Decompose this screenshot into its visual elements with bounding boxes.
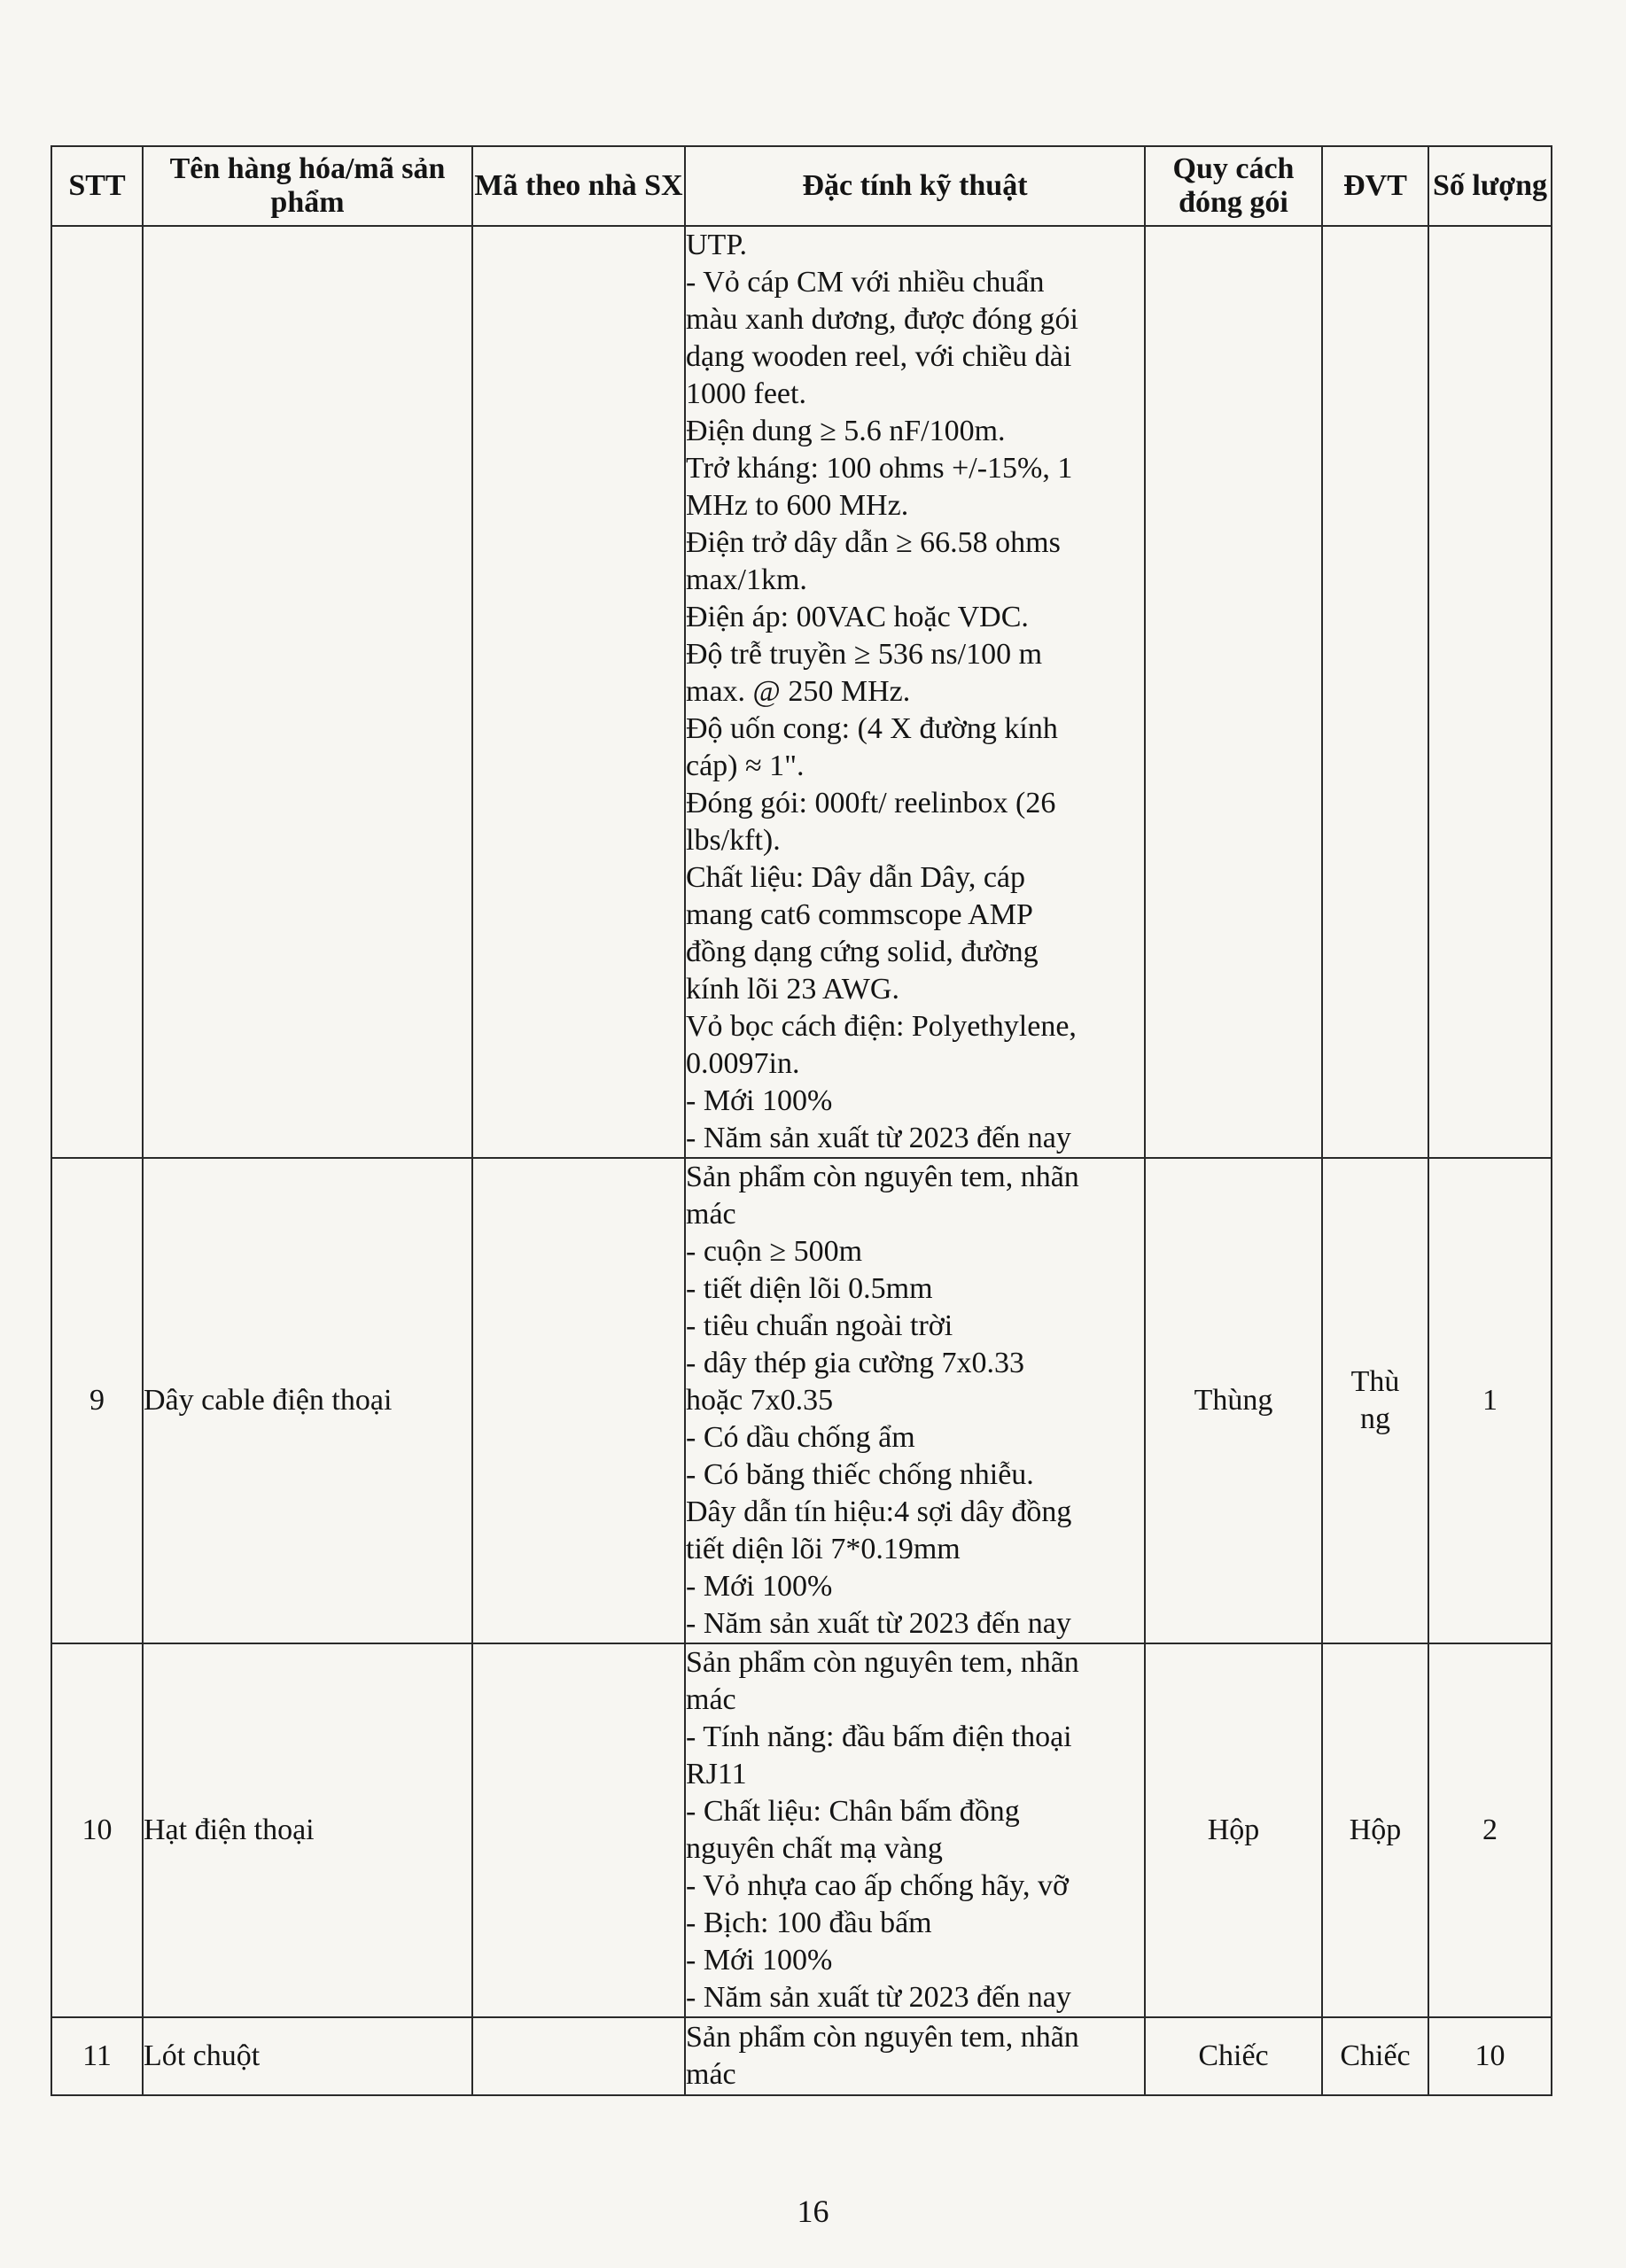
row-stt: 11: [51, 2017, 143, 2095]
table-row: [51, 226, 1552, 1158]
row-name: Lót chuột: [143, 2017, 472, 2095]
spec-line: - tiêu chuẩn ngoài trời: [686, 1309, 953, 1342]
spec-line: max/1km.: [686, 563, 807, 596]
row-packing: Thùng: [1145, 1158, 1322, 1643]
row-qty: [1428, 226, 1552, 1158]
spec-line: Điện trở dây dẫn ≥ 66.58 ohms: [686, 526, 1061, 559]
spec-line: - Vỏ nhựa cao ấp chống hãy, vỡ: [686, 1869, 1070, 1902]
spec-line: Dây dẫn tín hiệu:4 sợi dây đồng: [686, 1495, 1072, 1528]
spec-line: mang cat6 commscope AMP: [686, 898, 1033, 931]
row-spec: [685, 1158, 1145, 1643]
spec-line: - Chất liệu: Chân bấm đồng: [686, 1795, 1020, 1828]
header-packing: Quy cách đóng gói: [1145, 146, 1322, 226]
spec-line: UTP.: [686, 229, 747, 261]
spec-line: dạng wooden reel, với chiều dài: [686, 340, 1072, 373]
spec-line: Sản phẩm còn nguyên tem, nhãn: [686, 1161, 1079, 1193]
table-header-row: [51, 146, 1552, 226]
row-packing: [1145, 226, 1322, 1158]
row-spec: [685, 1643, 1145, 2017]
header-name: Tên hàng hóa/mã sản phẩm: [143, 146, 472, 226]
spec-line: - Mới 100%: [686, 1084, 833, 1117]
spec-line: Chất liệu: Dây dẫn Dây, cáp: [686, 861, 1025, 894]
spec-line: Độ trễ truyền ≥ 536 ns/100 m: [686, 638, 1043, 671]
row-packing: Hộp: [1145, 1643, 1322, 2017]
spec-line: đồng dạng cứng solid, đường: [686, 936, 1039, 968]
row-name: [143, 226, 472, 1158]
spec-line: - cuộn ≥ 500m: [686, 1235, 863, 1268]
spec-line: - Vỏ cáp CM với nhiều chuẩn: [686, 266, 1045, 299]
page-number: 16: [797, 2194, 829, 2229]
row-qty: 1: [1428, 1158, 1552, 1643]
row-qty: 10: [1428, 2017, 1552, 2095]
spec-line: 0.0097in.: [686, 1047, 800, 1080]
header-code: Mã theo nhà SX: [472, 146, 685, 226]
spec-line: - Mới 100%: [686, 1944, 833, 1977]
spec-line: Điện áp: 00VAC hoặc VDC.: [686, 601, 1029, 633]
row-name: Hạt điện thoại: [143, 1643, 472, 2017]
spec-line: - Mới 100%: [686, 1570, 833, 1603]
spec-line: - Bịch: 100 đầu bấm: [686, 1907, 932, 1939]
spec-line: 1000 feet.: [686, 377, 806, 410]
row-stt: 9: [51, 1158, 143, 1643]
spec-line: kính lõi 23 AWG.: [686, 973, 899, 1006]
row-code: [472, 2017, 685, 2095]
spec-line: max. @ 250 MHz.: [686, 675, 911, 708]
row-stt: [51, 226, 143, 1158]
table-row: [51, 2017, 1552, 2095]
spec-line: mác: [686, 1683, 736, 1716]
spec-line: Trở kháng: 100 ohms +/-15%, 1: [686, 452, 1073, 485]
header-spec: Đặc tính kỹ thuật: [685, 146, 1145, 226]
spec-line: tiết diện lõi 7*0.19mm: [686, 1533, 961, 1565]
spec-line: - Năm sản xuất từ 2023 đến nay: [686, 1981, 1071, 2014]
header-stt: STT: [51, 146, 143, 226]
spec-line: nguyên chất mạ vàng: [686, 1832, 943, 1865]
spec-line: Điện dung ≥ 5.6 nF/100m.: [686, 415, 1006, 447]
spec-line: - Năm sản xuất từ 2023 đến nay: [686, 1607, 1071, 1640]
spec-line: MHz to 600 MHz.: [686, 489, 909, 522]
spec-line: cáp) ≈ 1".: [686, 750, 805, 782]
spec-line: Sản phẩm còn nguyên tem, nhãn: [686, 1646, 1079, 1679]
header-qty: Số lượng: [1428, 146, 1552, 226]
header-unit: ĐVT: [1322, 146, 1428, 226]
row-unit: [1322, 1158, 1428, 1643]
spec-line: mác: [686, 1198, 736, 1231]
spec-line: - Có băng thiếc chống nhiễu.: [686, 1458, 1034, 1491]
row-name: Dây cable điện thoại: [143, 1158, 472, 1643]
table-row: [51, 1643, 1552, 2017]
spec-line: lbs/kft).: [686, 824, 781, 857]
row-spec: [685, 2017, 1145, 2095]
spec-line: - tiết diện lõi 0.5mm: [686, 1272, 933, 1305]
row-unit: Chiếc: [1322, 2017, 1428, 2095]
row-qty: 2: [1428, 1643, 1552, 2017]
row-stt: 10: [51, 1643, 143, 2017]
spec-line: Đóng gói: 000ft/ reelinbox (26: [686, 787, 1056, 819]
row-packing: Chiếc: [1145, 2017, 1322, 2095]
spec-line: Vỏ bọc cách điện: Polyethylene,: [686, 1010, 1077, 1043]
row-unit-text: Thùng: [1350, 1365, 1400, 1435]
spec-line: - Có dầu chống ẩm: [686, 1421, 915, 1454]
spec-line: mác: [686, 2058, 736, 2091]
row-spec: [685, 226, 1145, 1158]
spec-line: hoặc 7x0.35: [686, 1384, 834, 1417]
row-unit: [1322, 226, 1428, 1158]
spec-line: Sản phẩm còn nguyên tem, nhãn: [686, 2021, 1079, 2054]
spec-table: [51, 145, 1552, 2096]
spec-line: - dây thép gia cường 7x0.33: [686, 1347, 1024, 1379]
row-unit: Hộp: [1322, 1643, 1428, 2017]
table-row: [51, 1158, 1552, 1643]
row-code: [472, 1643, 685, 2017]
row-code: [472, 1158, 685, 1643]
row-code: [472, 226, 685, 1158]
spec-line: màu xanh dương, được đóng gói: [686, 303, 1078, 336]
spec-line: Độ uốn cong: (4 X đường kính: [686, 712, 1058, 745]
spec-line: RJ11: [686, 1758, 747, 1790]
spec-line: - Tính năng: đầu bấm điện thoại: [686, 1720, 1072, 1753]
spec-line: - Năm sản xuất từ 2023 đến nay: [686, 1122, 1071, 1154]
